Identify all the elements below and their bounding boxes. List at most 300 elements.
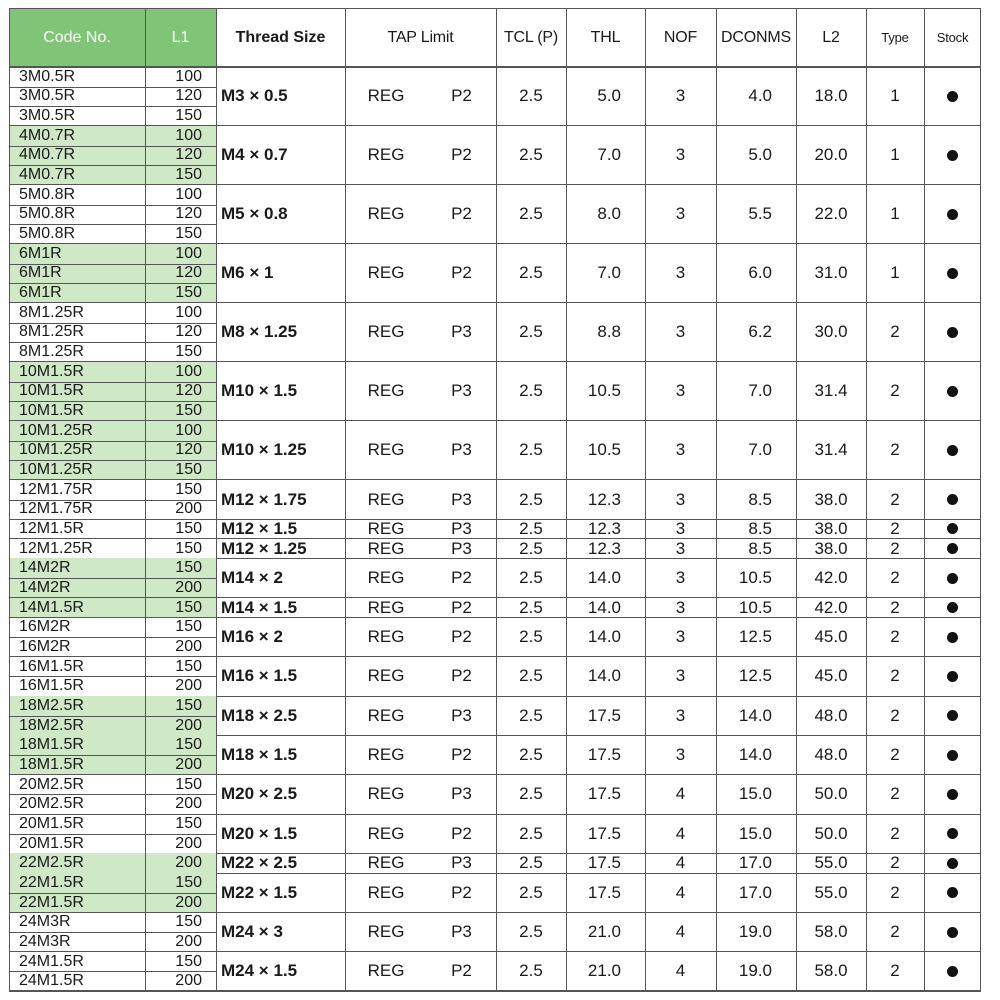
nof-cell: 3 [675, 204, 686, 224]
l1-cell: 150 [145, 598, 216, 618]
dconms-cell: 5.5 [748, 204, 772, 224]
dconms-cell: 17.0 [738, 882, 772, 902]
tcl-cell: 2.5 [519, 489, 543, 509]
l1-cell: 150 [175, 107, 202, 125]
l2-cell: 48.0 [814, 745, 848, 765]
dconms-cell: 19.0 [738, 922, 772, 942]
stock-cell [924, 657, 981, 696]
l1-cell: 100 [145, 126, 216, 146]
header-tap-limit: TAP Limit [387, 28, 454, 46]
l2-cell: 42.0 [814, 597, 848, 617]
tcl-cell: 2.5 [519, 263, 543, 283]
sub-row-divider [9, 323, 216, 324]
sub-row-divider [9, 224, 216, 225]
stock-dot-icon [947, 828, 958, 839]
thread-size-cell: M3 × 0.5 [221, 86, 288, 106]
stock-dot-icon [947, 710, 958, 721]
code-no-cell: 20M2.5R [19, 775, 84, 793]
l2-cell: 22.0 [814, 204, 848, 224]
header-nof: NOF [663, 28, 698, 46]
stock-cell [924, 480, 981, 519]
l2-cell: 31.0 [814, 263, 848, 283]
l2-cell: 45.0 [814, 666, 848, 686]
stock-cell [924, 775, 981, 814]
code-no-cell: 18M2.5R [9, 716, 145, 736]
l2-cell: 45.0 [814, 627, 848, 647]
stock-cell [924, 519, 981, 539]
tap-spec-table [9, 8, 981, 991]
l1-cell: 150 [175, 814, 202, 832]
type-cell: 2 [890, 489, 900, 509]
stock-cell [924, 244, 981, 303]
thread-size-cell: M14 × 1.5 [221, 597, 298, 617]
thl-cell: 14.0 [587, 568, 621, 588]
stock-dot-icon [947, 632, 958, 643]
tap-limit-cell: P3 [451, 489, 472, 509]
column-divider [866, 8, 867, 991]
code-no-cell: 24M1.5R [19, 972, 84, 990]
sub-row-divider [9, 205, 216, 206]
tap-limit-cell: P3 [451, 381, 472, 401]
dconms-cell: 8.5 [748, 519, 772, 538]
sub-row-divider [9, 834, 216, 835]
stock-dot-icon [947, 750, 958, 761]
code-no-cell: 5M0.8R [19, 205, 76, 223]
code-no-cell: 16M2R [19, 618, 71, 636]
l1-cell: 150 [175, 343, 202, 361]
dconms-cell: 12.5 [738, 666, 772, 686]
tap-limit-cell: P2 [451, 961, 472, 981]
tcl-cell: 2.5 [519, 961, 543, 981]
code-no-cell: 16M1.5R [19, 677, 84, 695]
tcl-cell: 2.5 [519, 666, 543, 686]
stock-cell [924, 558, 981, 597]
thread-size-cell: M12 × 1.75 [221, 489, 307, 509]
stock-dot-icon [947, 887, 958, 898]
tap-class-cell: REG [367, 519, 405, 538]
stock-cell [924, 421, 981, 480]
l2-cell: 58.0 [814, 961, 848, 981]
tap-class-cell: REG [367, 882, 405, 902]
code-no-cell: 14M2R [9, 578, 145, 598]
code-no-cell: 6M1R [9, 244, 145, 264]
thl-cell: 14.0 [587, 597, 621, 617]
l2-cell: 50.0 [814, 784, 848, 804]
code-no-cell: 12M1.75R [19, 480, 93, 498]
stock-cell [924, 539, 981, 559]
l2-cell: 48.0 [814, 705, 848, 725]
sub-row-divider [9, 755, 216, 756]
l1-cell: 200 [175, 834, 202, 852]
tap-limit-cell: P2 [451, 204, 472, 224]
l1-cell: 150 [145, 401, 216, 421]
l1-cell: 120 [145, 146, 216, 166]
column-divider [924, 8, 925, 991]
nof-cell: 4 [675, 922, 686, 942]
type-cell: 2 [890, 322, 900, 342]
tcl-cell: 2.5 [519, 597, 543, 617]
thl-cell: 17.5 [587, 823, 621, 843]
tap-class-cell: REG [367, 440, 405, 460]
thread-size-cell: M22 × 2.5 [221, 853, 298, 873]
sub-row-divider [9, 460, 216, 461]
code-no-cell: 4M0.7R [9, 165, 145, 185]
type-cell: 2 [890, 538, 900, 558]
stock-dot-icon [947, 327, 958, 338]
tap-class-cell: REG [367, 489, 405, 509]
stock-dot-icon [947, 494, 958, 505]
type-cell: 2 [890, 961, 900, 981]
stock-cell [924, 617, 981, 656]
code-no-cell: 16M1.5R [19, 657, 84, 675]
code-no-cell: 6M1R [9, 283, 145, 303]
table-border-top [9, 8, 981, 9]
nof-cell: 4 [675, 784, 686, 804]
thl-cell: 17.5 [587, 705, 621, 725]
l2-cell: 58.0 [814, 922, 848, 942]
code-no-cell: 24M3R [19, 932, 71, 950]
header-thread-size: Thread Size [235, 28, 326, 46]
stock-dot-icon [947, 209, 958, 220]
code-no-cell: 5M0.8R [19, 185, 76, 203]
tap-limit-cell: P3 [451, 922, 472, 942]
tap-class-cell: REG [367, 745, 405, 765]
nof-cell: 3 [675, 568, 686, 588]
tap-class-cell: REG [367, 568, 405, 588]
stock-dot-icon [947, 543, 958, 554]
tcl-cell: 2.5 [519, 440, 543, 460]
dconms-cell: 10.5 [738, 568, 772, 588]
l1-cell: 100 [175, 185, 202, 203]
code-no-cell: 10M1.5R [9, 382, 145, 402]
l1-cell: 200 [145, 716, 216, 736]
l1-cell: 200 [175, 500, 202, 518]
header-l2: L2 [822, 28, 840, 46]
thread-size-cell: M16 × 2 [221, 627, 283, 647]
l2-cell: 55.0 [814, 882, 848, 902]
thl-cell: 5.0 [597, 86, 621, 106]
type-cell: 2 [890, 597, 900, 617]
nof-cell: 3 [675, 440, 686, 460]
stock-dot-icon [947, 386, 958, 397]
sub-row-divider [9, 794, 216, 795]
tcl-cell: 2.5 [519, 86, 543, 106]
l2-cell: 50.0 [814, 823, 848, 843]
type-cell: 2 [890, 381, 900, 401]
l1-cell: 100 [145, 362, 216, 382]
nof-cell: 3 [675, 86, 686, 106]
l1-cell: 200 [175, 972, 202, 990]
type-cell: 2 [890, 853, 900, 873]
dconms-cell: 5.0 [748, 145, 772, 165]
sub-row-divider [9, 441, 216, 442]
l1-cell: 150 [145, 696, 216, 716]
header-code-no: Code No. [9, 8, 145, 67]
code-no-cell: 24M3R [19, 913, 71, 931]
code-no-cell: 10M1.5R [9, 401, 145, 421]
nof-cell: 3 [675, 322, 686, 342]
code-no-cell: 12M1.25R [19, 539, 93, 557]
code-no-cell: 4M0.7R [9, 146, 145, 166]
l1-cell: 150 [145, 283, 216, 303]
thl-cell: 14.0 [587, 666, 621, 686]
stock-dot-icon [947, 966, 958, 977]
thl-cell: 8.0 [597, 204, 621, 224]
stock-cell [924, 696, 981, 735]
type-cell: 1 [890, 86, 900, 106]
l1-cell: 200 [175, 795, 202, 813]
code-no-cell: 8M1.25R [19, 343, 84, 361]
stock-cell [924, 912, 981, 951]
sub-row-divider [9, 578, 216, 579]
code-no-cell: 8M1.25R [19, 303, 84, 321]
type-cell: 2 [890, 519, 900, 538]
thl-cell: 12.3 [587, 489, 621, 509]
thread-size-cell: M16 × 1.5 [221, 666, 298, 686]
tap-class-cell: REG [367, 961, 405, 981]
l1-cell: 150 [175, 539, 202, 557]
thl-cell: 7.0 [597, 263, 621, 283]
code-no-cell: 3M0.5R [19, 107, 76, 125]
tap-limit-cell: P3 [451, 853, 472, 873]
thl-cell: 12.3 [587, 519, 621, 538]
tap-limit-cell: P3 [451, 705, 472, 725]
code-no-cell: 3M0.5R [19, 67, 76, 85]
tap-limit-cell: P2 [451, 597, 472, 617]
column-divider [496, 8, 497, 991]
code-no-cell: 10M1.25R [9, 460, 145, 480]
header-stock: Stock [936, 30, 969, 45]
sub-row-divider [9, 401, 216, 402]
type-cell: 2 [890, 627, 900, 647]
thread-size-cell: M20 × 2.5 [221, 784, 298, 804]
code-no-cell: 22M1.5R [9, 893, 145, 913]
header-l1: L1 [145, 8, 216, 67]
l1-cell: 200 [145, 893, 216, 913]
tap-class-cell: REG [367, 145, 405, 165]
type-cell: 2 [890, 745, 900, 765]
thread-size-cell: M18 × 2.5 [221, 705, 298, 725]
header-divider [9, 66, 981, 68]
code-no-cell: 18M1.5R [9, 755, 145, 775]
l1-cell: 120 [175, 205, 202, 223]
tcl-cell: 2.5 [519, 922, 543, 942]
stock-cell [924, 735, 981, 774]
l1-cell: 120 [145, 382, 216, 402]
l2-cell: 38.0 [814, 519, 848, 538]
dconms-cell: 14.0 [738, 745, 772, 765]
l1-cell: 150 [175, 775, 202, 793]
tap-class-cell: REG [367, 204, 405, 224]
code-no-cell: 18M2.5R [9, 696, 145, 716]
nof-cell: 3 [675, 538, 686, 558]
column-divider [9, 8, 10, 991]
l1-cell: 200 [175, 677, 202, 695]
code-no-cell: 14M1.5R [9, 598, 145, 618]
code-no-cell: 10M1.5R [9, 362, 145, 382]
tap-limit-cell: P3 [451, 322, 472, 342]
code-no-cell: 20M1.5R [19, 814, 84, 832]
type-cell: 1 [890, 263, 900, 283]
code-no-cell: 16M2R [19, 637, 71, 655]
l1-cell: 100 [175, 67, 202, 85]
type-cell: 2 [890, 922, 900, 942]
l1-cell: 150 [175, 618, 202, 636]
dconms-cell: 15.0 [738, 823, 772, 843]
tap-class-cell: REG [367, 322, 405, 342]
stock-dot-icon [947, 927, 958, 938]
dconms-cell: 6.0 [748, 263, 772, 283]
type-cell: 1 [890, 204, 900, 224]
code-no-cell: 12M1.5R [19, 519, 84, 537]
nof-cell: 4 [675, 961, 686, 981]
tcl-cell: 2.5 [519, 705, 543, 725]
nof-cell: 3 [675, 597, 686, 617]
stock-dot-icon [947, 523, 958, 534]
thl-cell: 8.8 [597, 322, 621, 342]
type-cell: 2 [890, 666, 900, 686]
stock-dot-icon [947, 671, 958, 682]
sub-row-divider [9, 382, 216, 383]
tcl-cell: 2.5 [519, 204, 543, 224]
sub-row-divider [9, 893, 216, 894]
stock-dot-icon [947, 268, 958, 279]
thread-size-cell: M6 × 1 [221, 263, 274, 283]
dconms-cell: 10.5 [738, 597, 772, 617]
column-divider [216, 8, 217, 991]
thl-cell: 21.0 [587, 961, 621, 981]
tap-class-cell: REG [367, 538, 405, 558]
dconms-cell: 4.0 [748, 86, 772, 106]
sub-row-divider [9, 716, 216, 717]
stock-cell [924, 598, 981, 618]
l1-cell: 200 [175, 932, 202, 950]
code-no-cell: 20M2.5R [19, 795, 84, 813]
l1-cell: 120 [175, 323, 202, 341]
stock-cell [924, 814, 981, 853]
code-no-cell: 3M0.5R [19, 87, 76, 105]
thread-size-cell: M24 × 3 [221, 922, 283, 942]
l1-cell: 150 [145, 873, 216, 893]
stock-cell [924, 873, 981, 912]
tcl-cell: 2.5 [519, 322, 543, 342]
nof-cell: 4 [675, 853, 686, 873]
l1-cell: 100 [175, 303, 202, 321]
type-cell: 2 [890, 705, 900, 725]
l2-cell: 55.0 [814, 853, 848, 873]
l1-cell: 100 [145, 421, 216, 441]
thl-cell: 17.5 [587, 882, 621, 902]
l1-cell: 200 [145, 755, 216, 775]
stock-cell [924, 952, 981, 991]
column-divider [716, 8, 717, 991]
l2-cell: 20.0 [814, 145, 848, 165]
sub-row-divider [9, 500, 216, 501]
dconms-cell: 7.0 [748, 381, 772, 401]
tap-class-cell: REG [367, 627, 405, 647]
stock-dot-icon [947, 150, 958, 161]
nof-cell: 3 [675, 666, 686, 686]
l1-cell: 150 [145, 165, 216, 185]
l1-cell: 120 [145, 441, 216, 461]
tap-class-cell: REG [367, 86, 405, 106]
code-no-cell: 22M1.5R [9, 873, 145, 893]
l1-cell: 150 [175, 225, 202, 243]
l2-cell: 38.0 [814, 538, 848, 558]
l1-cell: 120 [145, 264, 216, 284]
thl-cell: 17.5 [587, 745, 621, 765]
tcl-cell: 2.5 [519, 519, 543, 538]
nof-cell: 3 [675, 627, 686, 647]
tap-class-cell: REG [367, 922, 405, 942]
l1-cell: 150 [175, 657, 202, 675]
column-divider [345, 8, 346, 991]
code-no-cell: 24M1.5R [19, 952, 84, 970]
nof-cell: 3 [675, 145, 686, 165]
code-no-cell: 18M1.5R [9, 735, 145, 755]
l2-cell: 38.0 [814, 489, 848, 509]
thl-cell: 14.0 [587, 627, 621, 647]
sub-row-divider [9, 342, 216, 343]
thread-size-cell: M14 × 2 [221, 568, 283, 588]
l1-cell: 200 [145, 853, 216, 873]
l2-cell: 31.4 [814, 440, 848, 460]
tap-limit-cell: P2 [451, 568, 472, 588]
thl-cell: 12.3 [587, 538, 621, 558]
thl-cell: 21.0 [587, 922, 621, 942]
dconms-cell: 12.5 [738, 627, 772, 647]
tap-class-cell: REG [367, 784, 405, 804]
l1-cell: 150 [175, 913, 202, 931]
thl-cell: 17.5 [587, 853, 621, 873]
tap-limit-cell: P2 [451, 86, 472, 106]
sub-row-divider [9, 87, 216, 88]
header-thl: THL [590, 28, 621, 46]
code-no-cell: 5M0.8R [19, 225, 76, 243]
nof-cell: 4 [675, 823, 686, 843]
type-cell: 2 [890, 568, 900, 588]
tcl-cell: 2.5 [519, 627, 543, 647]
l2-cell: 18.0 [814, 86, 848, 106]
stock-cell [924, 126, 981, 185]
type-cell: 2 [890, 440, 900, 460]
thread-size-cell: M18 × 1.5 [221, 745, 298, 765]
nof-cell: 3 [675, 381, 686, 401]
tap-class-cell: REG [367, 597, 405, 617]
thread-size-cell: M4 × 0.7 [221, 145, 288, 165]
l2-cell: 42.0 [814, 568, 848, 588]
dconms-cell: 6.2 [748, 322, 772, 342]
tap-class-cell: REG [367, 263, 405, 283]
sub-row-divider [9, 264, 216, 265]
dconms-cell: 15.0 [738, 784, 772, 804]
sub-row-divider [9, 676, 216, 677]
code-no-cell: 8M1.25R [19, 323, 84, 341]
stock-dot-icon [947, 91, 958, 102]
type-cell: 2 [890, 823, 900, 843]
l1-cell: 100 [145, 244, 216, 264]
column-divider [645, 8, 646, 991]
code-no-cell: 4M0.7R [9, 126, 145, 146]
nof-cell: 3 [675, 705, 686, 725]
l1-cell: 150 [145, 558, 216, 578]
stock-dot-icon [947, 445, 958, 456]
l2-cell: 31.4 [814, 381, 848, 401]
thread-size-cell: M22 × 1.5 [221, 882, 298, 902]
tcl-cell: 2.5 [519, 568, 543, 588]
thread-size-cell: M8 × 1.25 [221, 322, 298, 342]
thread-size-cell: M12 × 1.25 [221, 538, 307, 558]
